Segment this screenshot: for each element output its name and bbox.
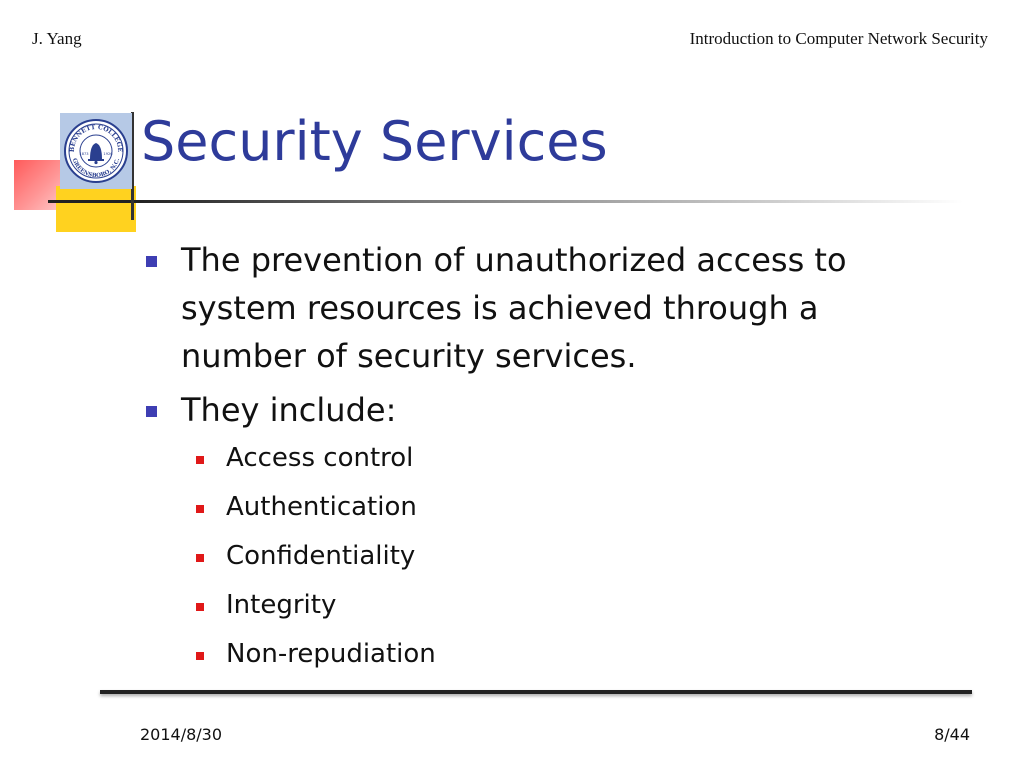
sub-bullet-text: Non-repudiation	[226, 639, 436, 669]
sub-bullet-text: Confidentiality	[226, 541, 416, 571]
footer-page-number: 8/44	[934, 725, 970, 744]
sub-bullet-square-icon	[196, 505, 204, 513]
sub-bullet-item	[196, 532, 946, 581]
sub-bullet-text: Integrity	[226, 590, 337, 620]
seal-text-top: BENNETT COLLEGE	[68, 123, 124, 153]
decor-yellow-block	[56, 186, 136, 232]
sub-bullet-item	[196, 483, 946, 532]
bullet-square-icon	[146, 256, 157, 267]
footer-divider	[100, 690, 972, 694]
sub-bullet-item	[196, 434, 946, 483]
header-course-title: Introduction to Computer Network Security	[689, 29, 988, 48]
sub-bullet-item	[196, 581, 946, 630]
bullet-square-icon	[146, 406, 157, 417]
sub-bullet-text: Access control	[226, 443, 414, 473]
sub-bullet-square-icon	[196, 554, 204, 562]
seal-icon	[62, 115, 130, 187]
sub-bullet-square-icon	[196, 652, 204, 660]
seal-year-right: 1926	[103, 152, 113, 156]
sub-bullet-square-icon	[196, 456, 204, 464]
bullet-text: The prevention of unauthorized access to system resources is achieved through a number of security services.	[181, 241, 847, 375]
header-author: J. Yang	[32, 29, 82, 48]
sub-bullet-item	[196, 630, 946, 679]
bullet-item	[146, 236, 946, 380]
seal-text-bottom: GREENSBORO, N.C.	[70, 157, 122, 180]
title-underline	[48, 200, 963, 203]
footer-date: 2014/8/30	[140, 725, 223, 744]
college-seal-logo	[60, 113, 132, 189]
sub-bullet-list	[181, 434, 946, 679]
seal-year-left: 1873	[79, 152, 89, 156]
bullet-list	[146, 236, 946, 685]
bullet-text: They include:	[181, 391, 397, 429]
sub-bullet-text: Authentication	[226, 492, 417, 522]
sub-bullet-square-icon	[196, 603, 204, 611]
slide-title: Security Services	[141, 110, 608, 173]
bullet-item	[146, 386, 946, 679]
